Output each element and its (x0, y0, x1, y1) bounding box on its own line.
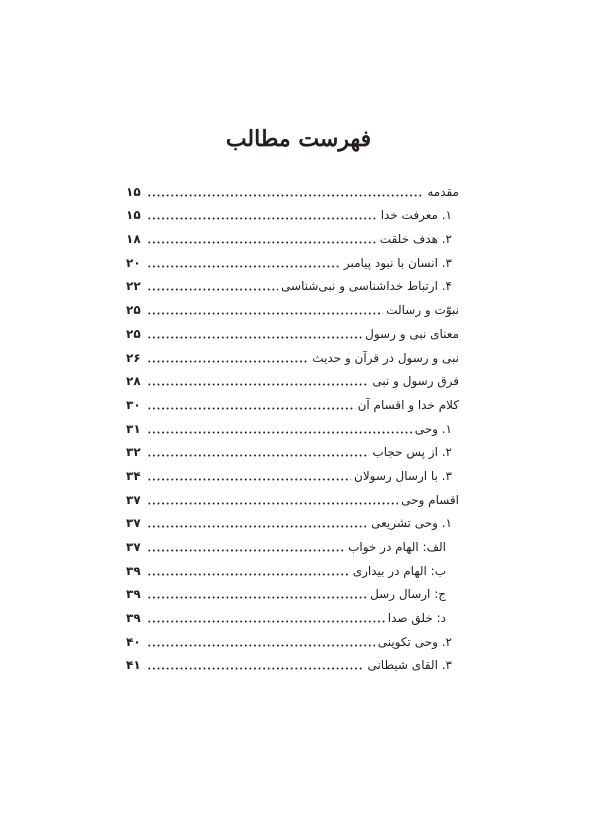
toc-entry-label: ۱. وحی تشریعی (371, 516, 452, 531)
toc-entry-page-number: ۲۸ (126, 374, 141, 389)
toc-entry-page-number: ۳۴ (126, 468, 141, 483)
toc-entry (126, 625, 459, 649)
toc-entry-label: ۱. وحی (414, 421, 452, 436)
toc-entry-label: ج: ارسال رسل (370, 587, 446, 602)
dot-leader (147, 454, 369, 457)
toc-entry-page-number: ۳۰ (126, 397, 141, 412)
dot-leader (147, 525, 368, 528)
toc-entry-page-number: ۳۲ (126, 445, 141, 460)
toc-entry-page-number: ۲۵ (126, 326, 141, 341)
dot-leader (147, 288, 278, 291)
toc-entry (126, 601, 459, 625)
toc-entry-label: فرق رسول و نبی (372, 374, 459, 389)
toc-entry-page-number: ۱۸ (126, 232, 141, 247)
toc-entry (126, 317, 459, 341)
toc-entry (126, 293, 459, 317)
toc-entry-page-number: ۳۱ (126, 421, 141, 436)
toc-entry-page-number: ۳۹ (126, 563, 141, 578)
toc-entry (126, 530, 459, 554)
dot-leader (147, 217, 378, 220)
dot-leader (147, 407, 355, 410)
dot-leader (147, 383, 369, 386)
dot-leader (147, 667, 364, 670)
toc-entry-page-number: ۱۵ (126, 184, 141, 199)
dot-leader (147, 644, 375, 647)
toc-entry-label: ۲. وحی تکوینی (377, 634, 452, 649)
dot-leader (147, 194, 424, 197)
dot-leader (147, 241, 377, 244)
toc-entry-page-number: ۲۵ (126, 303, 141, 318)
toc-entry (126, 649, 459, 673)
toc-entry (126, 199, 459, 223)
page-title: فهرست مطالب (225, 126, 372, 152)
toc-entry-page-number: ۳۹ (126, 611, 141, 626)
dot-leader (147, 502, 398, 505)
toc-entry (126, 412, 459, 436)
toc-entry-label: ۳. با ارسال رسولان (354, 468, 452, 483)
toc-entry (126, 483, 459, 507)
toc-entry-label: ۱. معرفت خدا (380, 208, 452, 223)
dot-leader (147, 431, 412, 434)
toc-entry (126, 222, 459, 246)
dot-leader (147, 336, 362, 339)
toc-entry (126, 388, 459, 412)
toc-entry (126, 436, 459, 460)
dot-leader (147, 596, 367, 599)
toc-entry (126, 459, 459, 483)
toc-entry-label: اقسام وحی (401, 492, 459, 507)
toc-entry-label: ب: الهام در بیداری (352, 563, 446, 578)
toc-entry-label: ۳. القای شیطانی (367, 658, 452, 673)
toc-entry-label: نبوّت و رسالت (386, 303, 459, 318)
toc-entry-label: ۲. هدف خلقت (379, 232, 452, 247)
toc-entry (126, 507, 459, 531)
toc-entry-label: ۲. از پس حجاب (372, 445, 452, 460)
toc-entry-page-number: ۳۷ (126, 540, 141, 554)
dot-leader (147, 549, 345, 552)
toc-entry-page-number: ۴۱ (126, 658, 141, 673)
dot-leader (147, 360, 309, 363)
toc-entry-label: کلام خدا و اقسام آن (357, 397, 459, 412)
toc-entry (126, 578, 459, 602)
toc-entry-page-number: ۳۹ (126, 587, 141, 602)
toc-entry-label: ۴. ارتباط خداشناسی و نبی‌شناسی (281, 279, 452, 294)
toc-entry (126, 341, 459, 365)
toc-entry-page-number: ۳۷ (126, 492, 141, 507)
dot-leader (147, 573, 350, 576)
toc-entry-label: د: خلق صدا (387, 611, 446, 626)
dot-leader (147, 312, 383, 315)
toc-entry (126, 175, 459, 199)
toc-entry-page-number: ۱۵ (126, 208, 141, 223)
toc-entry-label: ۳. انسان با نبود پیامبر (343, 255, 452, 270)
dot-leader (147, 620, 385, 623)
toc-entry (126, 246, 459, 270)
toc-entry-label: الف: الهام در خواب (348, 540, 446, 554)
table-of-contents (126, 175, 459, 672)
dot-leader (147, 478, 351, 481)
toc-entry-label: نبی و رسول در قرآن و حدیث (312, 350, 459, 365)
toc-entry-label: مقدمه (427, 184, 459, 199)
toc-entry-page-number: ۲۰ (126, 255, 141, 270)
toc-entry-page-number: ۴۰ (126, 634, 141, 649)
toc-entry (126, 365, 459, 389)
toc-entry (126, 270, 459, 294)
dot-leader (147, 265, 341, 268)
toc-entry (126, 554, 459, 578)
toc-entry-label: معنای نبی و رسول (365, 326, 459, 341)
toc-entry-page-number: ۲۶ (126, 350, 141, 365)
toc-entry-page-number: ۳۷ (126, 516, 141, 531)
toc-entry-page-number: ۲۲ (126, 279, 141, 294)
